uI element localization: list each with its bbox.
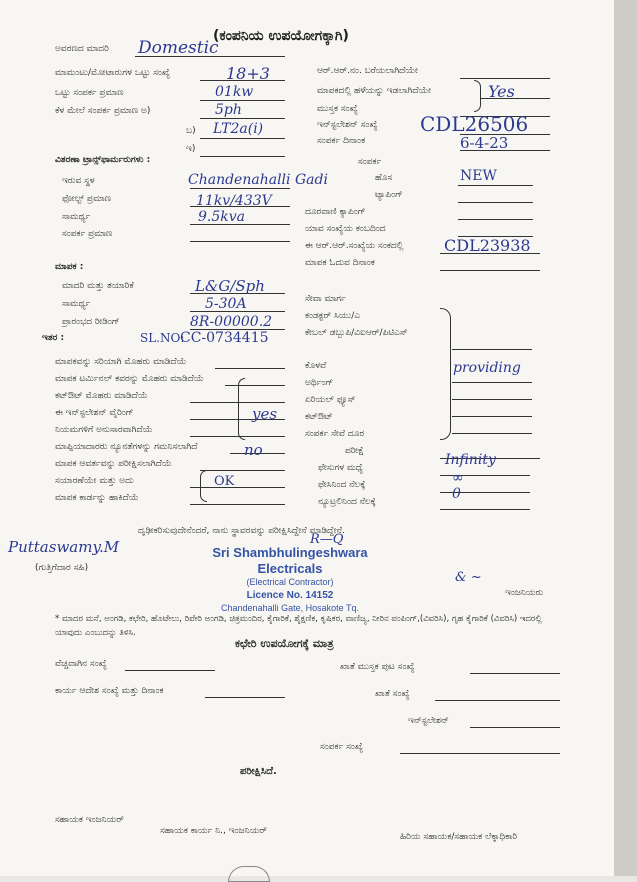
slno-label: SL.NO:	[140, 331, 185, 345]
value-slno: CC-0734415	[180, 330, 269, 346]
value-load-b: LT2a(i)	[213, 121, 264, 137]
value-meter-kept: Yes	[488, 82, 515, 101]
value-checks-yes: yes	[252, 405, 278, 423]
office-label-1: ವೆಚ್ಚವಾಗಿನ ಸಂಖ್ಯೆ	[55, 659, 107, 669]
value-new: NEW	[460, 168, 497, 184]
office-label-r4: ಸಂಪರ್ಕ ಸಂಖ್ಯೆ	[320, 742, 364, 752]
form-title: (ಕಂಪನಿಯ ಉಪಯೋಗಕ್ಕಾಗಿ)	[213, 28, 349, 44]
office-label-r3: ಇನ್‌ಸ್ಟಲೇಶನ್	[408, 716, 449, 726]
value-capacity: 9.5kva	[198, 209, 246, 225]
label-service-line: ಸೇವಾ ಮಾರ್ಗ	[305, 294, 346, 304]
label-initial-reading: ಪ್ರಾರಂಭದ ರೀಡಿಂಗ್	[62, 317, 120, 327]
label-meter-capacity: ಸಾಮರ್ಥ್ಯ	[62, 299, 91, 309]
value-infinity: Infinity	[445, 452, 496, 468]
stamp-line2: Electricals	[257, 561, 323, 576]
stamp-line5: Chandenahalli Gate, Hosakote Tq.	[221, 603, 359, 613]
check-card: ಮಾಪಕ ಕಾರ್ಡನ್ನು ಹಾಕಿದೆಯೆ	[55, 493, 139, 503]
value-neutral-earth: 0	[452, 486, 461, 502]
item-cutout: ಕಟ್‌ಔಟ್	[305, 412, 333, 422]
office-label-2: ಕಾರ್ಯ ಆದೇಶ ಸಂಖ್ಯೆ ಮತ್ತು ದಿನಾಂಕ	[55, 686, 164, 696]
label-connection-date: ಸಂಪರ್ಕ ದಿನಾಂಕ	[317, 136, 366, 146]
value-load-a: 5ph	[215, 102, 242, 118]
label-tapping: ಟ್ಯಾಪಿಂಗ್	[375, 190, 403, 200]
office-label-r1: ಖಾತೆ ಮುಸ್ತಕ ಪುಟ ಸಂಖ್ಯೆ	[340, 662, 415, 672]
label-installation-no: ಇನ್‌ಸ್ಟಲೇಶನ್ ಸಂಖ್ಯೆ	[317, 120, 378, 130]
label-conductor: ಕಂಡಕ್ಟರ್ ಸಿಯು/ಎ	[305, 311, 361, 321]
seal-mark	[228, 866, 270, 882]
label-location: ಇರುವ ಸ್ಥಳ	[62, 176, 95, 186]
stamp-line1: Sri Shambhulingeshwara	[212, 545, 368, 560]
label-load-b: ಬ)	[186, 126, 196, 136]
label-book-no: ಮುಸ್ತಕ ಸಂಖ್ಯೆ	[317, 104, 358, 114]
label-voltage: ಫೋಲ್ಟ್ ಪ್ರಮಾಣ	[62, 194, 112, 204]
meter-heading: ಮಾಪಕ :	[55, 262, 84, 272]
check-defects: ಮಾಪ್ಪಿಯಾದಾರರು ನ್ಯೂನತೆಗಳನ್ನು ಗಮನಿಸಲಾಗಿದೆ	[55, 442, 198, 452]
signature-contractor: Puttaswamy.M	[8, 538, 120, 556]
value-voltage: 11kv/433V	[196, 193, 272, 209]
item-neutral-earth: ನ್ಯೂಟ್ರಲಿನಿಂದ ನೆಲಕ್ಕೆ	[318, 497, 376, 507]
label-pole-no: ಯಾವ ಸಂಖ್ಯೆಯ ಕಂಬದಿಂದ	[305, 224, 386, 234]
value-providing: providing	[453, 360, 521, 376]
label-reading-date: ಮಾಪಕ ಓದುವ ದಿನಾಂಕ	[305, 258, 375, 268]
footer-ae: ಸಹಾಯಕ ಇಂಜನಿಯರ್	[55, 815, 124, 825]
label-connection: ಸಂಪರ್ಕ	[358, 157, 382, 167]
other-heading: ಇತರ :	[42, 333, 65, 343]
label-make: ಮಾದರಿ ಮತ್ತು ತಯಾರಿಕೆ	[62, 281, 134, 291]
value-total-motors: 18+3	[226, 64, 270, 83]
check-seal-meter: ಮಾಪಕವನ್ನು ಸರಿಯಾಗಿ ಮೊಹರು ಮಾಡಿದೆಯೆ	[55, 357, 187, 367]
value-installation-no: CDL26506	[420, 112, 529, 136]
check-cutout-seal: ಕಟ್‌ಔಟ್ ಮೊಹರು ಮಾಡಿದೆಯೆ	[55, 391, 148, 401]
value-connection-date: 6-4-23	[460, 134, 509, 152]
premises-note: * ಮಾದರ ಮನೆ, ಅಂಗಡಿ, ಕಛೇರಿ, ಹೊಟೇಲು, ರಿಪೇರಿ ಅಂಗಡಿ, ಚಿತ್ರಮಂದಿರ, ಕೈಗಾರಿಕೆ, ಶೈಕ್ಷಣಿಕ, ಕೃಷಿಕರ, ವಾಣಿಜ್ಯ, ನೀರಿನ ಪಂಪಿಂಗ್,(ವಿವರಿಸಿ), ಗೃಹ ಕೈಗಾರಿಕೆ (ವಿವರಿಸಿ) ಇದರಲ್ಲಿ ಯಾವುದು ಎಂಬುದನ್ನು ತಿಳಿಸಿ.	[55, 614, 542, 638]
value-initial-reading: 8R-00000.2	[190, 314, 273, 330]
item-service-distance: ಸಂಪರ್ಕ ಸೇವೆ ದೂರ	[305, 429, 365, 439]
label-total-load: ಒಟ್ಟು ಸಂಪರ್ಕ ಪ್ರಮಾಣ	[55, 88, 124, 98]
signature-engineer: & ~	[455, 570, 482, 585]
contractor-sign-label: (ಗುತ್ತಿಗೆದಾರ ಸಹಿ)	[35, 563, 89, 573]
item-phase-phase: ಫೇಸುಗಳ ಮಧ್ಯೆ	[318, 463, 363, 473]
scan-edge	[614, 0, 637, 876]
item-conduit: ಕೊಳವೆ	[305, 361, 327, 371]
check-rules: ನಿಯಮಗಳಿಗೆ ಅನುಸಾರವಾಗಿದೆಯೆ	[55, 425, 153, 435]
item-earthing: ಅರ್ಥಿಂಗ್	[305, 378, 334, 388]
checked-label: ಪರೀಕ್ಷಿಸಿದೆ.	[240, 766, 277, 777]
value-checks-no: no	[244, 441, 263, 459]
value-pole-no: CDL23938	[444, 236, 531, 255]
label-capacity: ಸಾಮರ್ಥ್ಯ	[62, 212, 91, 222]
item-aerial-fuse: ಏರಿಯಲ್ ಫ್ಯೂಸ್	[305, 395, 356, 405]
value-phase-earth: ∞	[452, 470, 464, 486]
stamp-line4: Licence No. 14152	[246, 590, 334, 601]
engineer-label: ಇಂಜನಿಯರು	[505, 588, 544, 598]
office-label-r2: ಖಾತೆ ಸಂಖ್ಯೆ	[375, 689, 410, 699]
label-load-c: ಇ)	[186, 144, 196, 154]
label-load-a: ಕೆಳ ಮೇಲೆ ಸಂಪರ್ಕ ಪ್ರಮಾಣ ಅ)	[55, 106, 151, 116]
value-checks-ok: OK	[214, 474, 235, 489]
footer-aee: ಸಹಾಯಕ ಕಾರ್ಯ ನಿ., ಇಂಜನಿಯರ್	[160, 826, 267, 836]
label-meter-kept: ಮಾಪಕದಲ್ಲಿ ಹಳೆಯನ್ನು ಇಡಲಾಗಿದೆಯೇ	[317, 86, 432, 96]
footer-accounts: ಹಿರಿಯ ಸಹಾಯಕ/ಸಹಾಯಕ ಲೆಕ್ಕಾಧಿಕಾರಿ	[400, 832, 518, 842]
declaration: ದೃಢೀಕರಿಸುವುದೇನೆಂದರೆ, ನಾನು ಸ್ಥಾವರವನ್ನು ಪರೀಕ್ಷಿಸಿದ್ದೇನೆ ಮಾಡಿದ್ದೇನೆ.	[138, 526, 345, 536]
value-premises-type: Domestic	[138, 38, 219, 58]
stamp-line3: (Electrical Contractor)	[246, 577, 334, 587]
check-rotation: ಮಾಪಕ ಆವರ್ತವನ್ನು ಪರೀಕ್ಷಿಸಲಾಗಿದೆಯೆ	[55, 459, 172, 469]
label-rr-written: ಆರ್.ಆರ್.ನಂ. ಬರೆಯಲಾಗಿದೆಯೇ	[317, 66, 418, 76]
value-location: Chandenahalli Gadi	[188, 172, 328, 188]
label-phone-capping: ದೂರವಾಣಿ ಕ್ಯಾಪಿಂಗ್	[305, 207, 366, 217]
value-make: L&G/Sph	[195, 277, 265, 295]
signature-scribble: R—Q	[310, 532, 344, 547]
label-conn-load: ಸಂಪರ್ಕ ಪ್ರಮಾಣ	[62, 229, 113, 239]
label-cable: ಕೇಬಲ್ ಡಬ್ಬುಪಿ/ವಿಐಆರ್/ಪಿಟಿಎಸ್	[305, 328, 408, 338]
check-wiring: ಈ ಇನ್‌ಸ್ಟಲೇಶನ್ ವೈರಿಂಗ್	[55, 408, 134, 418]
value-total-load: 01kw	[215, 84, 254, 100]
check-creep: ಸಯಾರಣೆಯೇ ಮತ್ತು ಅದು	[55, 476, 134, 486]
check-terminal-seal: ಮಾಪಕ ಟರ್ಮಿನಲ್ ಕವರನ್ನು ಮೊಹರು ಮಾಡಿದೆಯೆ	[55, 374, 204, 384]
item-test: ಪರೀಕ್ಷೆ	[345, 446, 364, 456]
label-total-motors: ಮಾಮಂಟು/ಮೋಟಾರುಗಳ ಒಟ್ಟು ಸಂಖ್ಯೆ	[55, 68, 171, 78]
label-rr-near: ಈ ಆರ್.ಆರ್.ಸಂಖ್ಯೆಯ ಸಂಕದಲ್ಲಿ	[305, 241, 404, 251]
item-phase-earth: ಫೇಸಿನಿಂದ ನೆಲಕ್ಕೆ	[318, 480, 366, 490]
office-heading: ಕಛೇರಿ ಉಪಯೋಗಕ್ಕೆ ಮಾತ್ರ	[235, 637, 334, 650]
label-premises-type: ಅವರಣದ ಮಾದರಿ	[55, 44, 109, 54]
value-meter-capacity: 5-30A	[205, 296, 247, 312]
transformer-heading: ವಿತರಣಾ ಟ್ರಾನ್ಸ್‌ಫಾರ್ಮರುಗಳು :	[55, 155, 151, 165]
label-new: ಹೊಸ	[375, 173, 393, 183]
